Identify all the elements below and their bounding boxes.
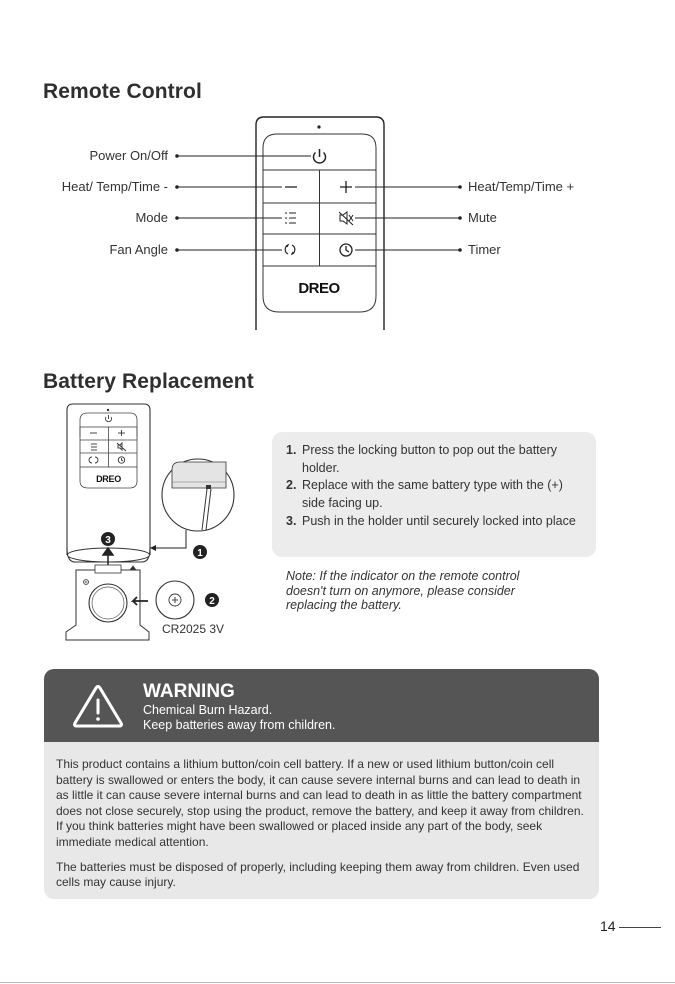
label-power-on-off: Power On/Off: [89, 148, 168, 163]
steps-box: [272, 432, 596, 557]
warning-paragraph-1: This product contains a lithium button/coin cell battery. If a new or used lithium button/coin cell battery is swallowed or enters the body, it can cause severe internal burns and can lead to death in as little it can cause severe internal burns and can lead to death in as little the battery compartment does not close securely, stop using the product, remove the battery, and keep it away from children. If you think batteries might have been swallowed or placed inside any part of the body, seek immediate medical attention.: [56, 757, 584, 849]
page-number-rule: [619, 927, 661, 928]
battery-note: Note: If the indicator on the remote control doesn't turn on anymore, please consider replacing the battery.: [286, 569, 520, 613]
step-1: 1. Press the locking button to pop out the battery holder.: [286, 443, 558, 475]
warning-body: [44, 742, 599, 899]
warning-triangle-icon: [70, 683, 130, 733]
dreo-logo: DREO: [298, 280, 340, 297]
small-dreo-logo: DREO: [96, 474, 121, 484]
callout-3: [101, 532, 115, 546]
label-heat-temp-time-minus: Heat/ Temp/Time -: [61, 179, 168, 194]
svg-text:3: 3: [105, 535, 111, 546]
warning-title: WARNING: [143, 681, 235, 702]
battery-replacement-title: Battery Replacement: [43, 370, 254, 393]
bottom-rule: [0, 982, 675, 983]
warning-subtitle-line-2: Keep batteries away from children.: [143, 717, 336, 732]
svg-text:1: 1: [197, 548, 203, 559]
warning-subtitle: [143, 703, 335, 732]
warning-subtitle-line-1: Chemical Burn Hazard.: [143, 703, 273, 717]
label-heat-temp-time-plus: Heat/Temp/Time +: [468, 179, 575, 194]
callout-2: [205, 593, 219, 607]
warning-paragraph-2: The batteries must be disposed of properly, including keeping them away from children. Even used cells may cause injury.: [56, 859, 580, 890]
battery-type-label: CR2025 3V: [162, 622, 225, 636]
remote-control-title: Remote Control: [43, 80, 202, 103]
step-2: 2. Replace with the same battery type with the (+) side facing up.: [286, 478, 563, 511]
label-timer: Timer: [468, 242, 501, 257]
label-mute: Mute: [468, 210, 497, 225]
label-mode: Mode: [135, 210, 168, 225]
callout-1: [193, 545, 207, 559]
label-fan-angle: Fan Angle: [109, 242, 168, 257]
page-number: 14: [600, 918, 616, 934]
svg-text:2: 2: [209, 596, 215, 607]
step-3: 3. Push in the holder until securely locked into place: [286, 513, 576, 528]
